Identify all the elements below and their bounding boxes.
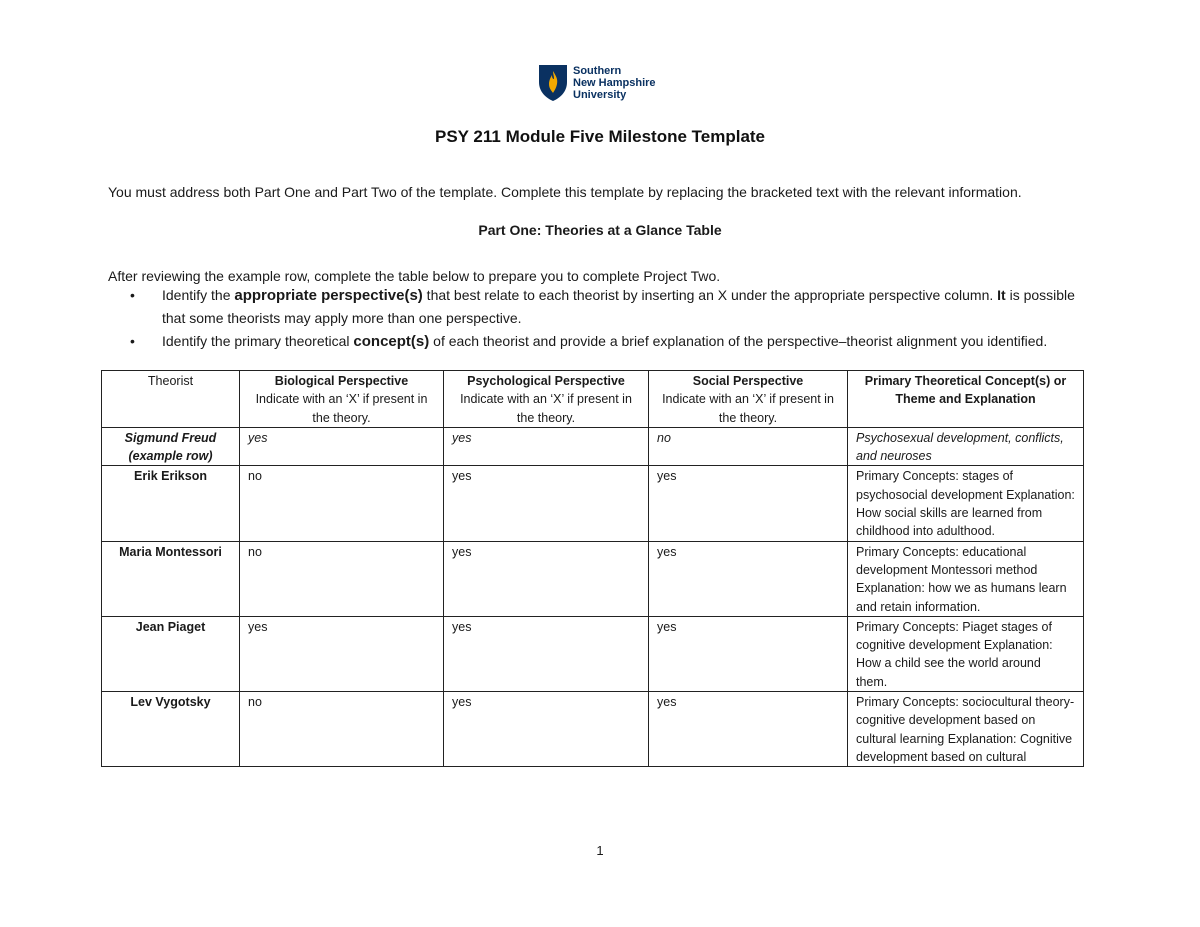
cell-psychological[interactable]: yes xyxy=(444,616,649,691)
bullet-text: Identify the primary theoretical xyxy=(162,333,354,349)
university-name xyxy=(573,65,656,101)
part-one-heading: Part One: Theories at a Glance Table xyxy=(478,222,722,238)
cell-theorist[interactable] xyxy=(102,427,240,466)
cell-social[interactable]: yes xyxy=(649,466,848,541)
bullet-icon: • xyxy=(130,333,135,349)
theories-table xyxy=(101,370,1084,767)
header-psychological xyxy=(444,371,649,428)
bullet-bold-text: It xyxy=(997,287,1006,303)
header-title: Psychological Perspective xyxy=(467,374,625,388)
cell-social[interactable]: no xyxy=(649,427,848,466)
bullet-item-concept xyxy=(130,330,1100,353)
cell-theorist[interactable]: Erik Erikson xyxy=(102,466,240,541)
table-row xyxy=(102,692,1084,767)
intro-paragraph: You must address both Part One and Part Two of the template. Complete this template by replacing the bracketed text with the relevant information. xyxy=(108,184,1022,200)
bullet-emphasis: appropriate perspective(s) xyxy=(234,287,423,304)
header-title: Primary Theoretical Concept(s) or Theme and Explanation xyxy=(864,374,1067,407)
instructions-paragraph: After reviewing the example row, complete the table below to prepare you to complete Project Two. xyxy=(108,268,721,284)
bullet-icon: • xyxy=(130,287,135,303)
header-biological xyxy=(240,371,444,428)
table-row xyxy=(102,616,1084,691)
header-subtitle: Indicate with an ‘X’ if present in the theory. xyxy=(255,392,428,425)
cell-social[interactable]: yes xyxy=(649,616,848,691)
university-logo xyxy=(538,64,656,102)
cell-social[interactable]: yes xyxy=(649,692,848,767)
header-concept xyxy=(848,371,1084,428)
header-subtitle: Indicate with an ‘X’ if present in the theory. xyxy=(662,392,834,425)
logo-line-2: New Hampshire xyxy=(573,77,656,89)
header-title: Theorist xyxy=(147,374,194,388)
logo-line-3: University xyxy=(573,89,627,101)
cell-theorist[interactable]: Jean Piaget xyxy=(102,616,240,691)
table-header-row xyxy=(102,371,1084,428)
header-social xyxy=(649,371,848,428)
cell-concept[interactable]: Primary Concepts: educational development Montessori method Explanation: how we as humans learn and retain information. xyxy=(848,541,1084,616)
bullet-text: of each theorist and provide a brief explanation of the perspective–theorist alignment you identified. xyxy=(429,333,1048,349)
cell-biological[interactable]: yes xyxy=(240,427,444,466)
cell-biological[interactable]: yes xyxy=(240,616,444,691)
cell-concept[interactable]: Psychosexual development, conflicts, and neuroses xyxy=(848,427,1084,466)
cell-concept[interactable]: Primary Concepts: stages of psychosocial development Explanation: How social skills are learned from childhood into adulthood. xyxy=(848,466,1084,541)
header-title: Social Perspective xyxy=(692,374,804,388)
cell-concept[interactable]: Primary Concepts: Piaget stages of cognitive development Explanation: How a child see the world around them. xyxy=(848,616,1084,691)
theorist-name: Sigmund Freud xyxy=(124,430,217,445)
document-title: PSY 211 Module Five Milestone Template xyxy=(434,127,766,146)
logo-line-1: Southern xyxy=(573,65,622,77)
bullet-emphasis: concept(s) xyxy=(353,333,430,350)
cell-concept[interactable]: Primary Concepts: sociocultural theory- cognitive development based on cultural learning Explanation: Cognitive development based on cultural xyxy=(848,692,1084,767)
table-row xyxy=(102,466,1084,541)
cell-social[interactable]: yes xyxy=(649,541,848,616)
cell-theorist[interactable]: Maria Montessori xyxy=(102,541,240,616)
header-subtitle: Indicate with an ‘X’ if present in the theory. xyxy=(460,392,632,425)
cell-psychological[interactable]: yes xyxy=(444,427,649,466)
header-theorist xyxy=(102,371,240,428)
cell-biological[interactable]: no xyxy=(240,466,444,541)
cell-psychological[interactable]: yes xyxy=(444,692,649,767)
instruction-bullets xyxy=(130,284,1100,354)
bullet-text: Identify the xyxy=(162,287,235,303)
bullet-item-perspective xyxy=(130,284,1100,329)
theorist-note: (example row) xyxy=(128,449,213,464)
shield-flame-icon xyxy=(538,64,568,102)
cell-biological[interactable]: no xyxy=(240,541,444,616)
bullet-text: is possible that some theorists may apply more than one perspective. xyxy=(162,287,1075,326)
cell-psychological[interactable]: yes xyxy=(444,541,649,616)
page-number: 1 xyxy=(596,843,604,858)
bullet-text: that best relate to each theorist by inserting an X under the appropriate perspective column. xyxy=(422,287,998,303)
cell-psychological[interactable]: yes xyxy=(444,466,649,541)
cell-biological[interactable]: no xyxy=(240,692,444,767)
table-row xyxy=(102,427,1084,466)
header-title: Biological Perspective xyxy=(274,374,409,388)
table-row xyxy=(102,541,1084,616)
cell-theorist[interactable]: Lev Vygotsky xyxy=(102,692,240,767)
